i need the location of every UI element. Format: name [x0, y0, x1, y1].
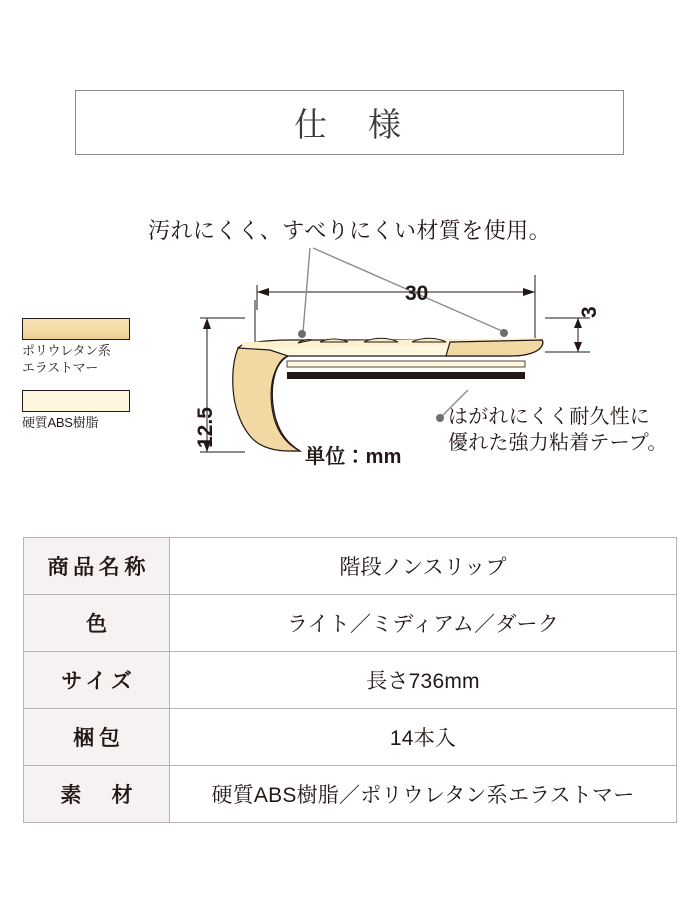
spec-value-product-name: 階段ノンスリップ	[170, 538, 677, 595]
spec-key-product-name: 商品名称	[24, 538, 170, 595]
page-title-box	[75, 90, 624, 155]
lead-copy: 汚れにくく、すべりにくい材質を使用。	[148, 218, 552, 243]
spec-value-size: 長さ736mm	[170, 652, 677, 709]
spec-key-packaging: 梱包	[24, 709, 170, 766]
spec-key-color: 色	[24, 595, 170, 652]
tape-annotation-line1: はがれにくく耐久性に	[448, 406, 650, 428]
legend-item-urethane	[22, 318, 152, 376]
material-legend	[22, 318, 152, 446]
legend-label-abs	[22, 415, 152, 432]
table-row	[24, 766, 677, 823]
adhesive-tape	[287, 361, 525, 379]
spec-key-size: サイズ	[24, 652, 170, 709]
dimension-label-thickness: 3	[578, 306, 601, 318]
legend-label-urethane-line1: ポリウレタン系	[22, 343, 111, 358]
table-row	[24, 595, 677, 652]
table-row	[24, 652, 677, 709]
legend-label-urethane-line2: エラストマー	[22, 359, 99, 375]
dimension-label-width: 30	[405, 282, 429, 305]
legend-swatch-urethane	[22, 318, 130, 340]
unit-note: 単位：mm	[305, 446, 402, 468]
legend-item-abs	[22, 390, 152, 432]
tape-annotation	[448, 404, 668, 457]
page-title: 仕 様	[294, 106, 405, 143]
table-row	[24, 538, 677, 595]
dimension-label-height: 12.5	[194, 407, 217, 448]
spec-key-material: 素 材	[24, 766, 170, 823]
leader-lines	[298, 248, 508, 422]
tape-annotation-line2: 優れた強力粘着テープ。	[448, 432, 668, 455]
spec-value-material: 硬質ABS樹脂／ポリウレタン系エラストマー	[170, 766, 677, 823]
legend-swatch-abs	[22, 390, 130, 412]
spec-value-packaging: 14本入	[170, 709, 677, 766]
spec-value-color: ライト／ミディアム／ダーク	[170, 595, 677, 652]
table-row	[24, 709, 677, 766]
legend-label-urethane	[22, 343, 152, 376]
spec-table	[23, 537, 677, 823]
legend-label-abs-line1: 硬質ABS樹脂	[22, 415, 99, 431]
